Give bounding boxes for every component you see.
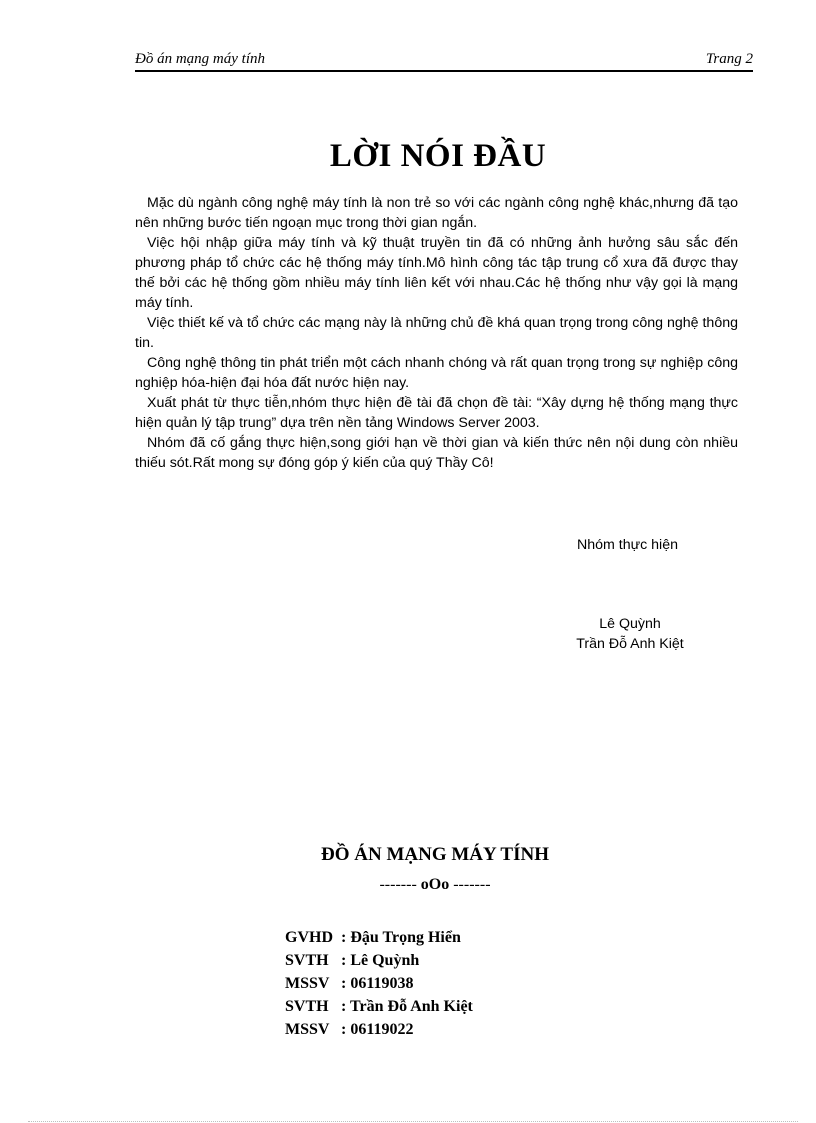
- info-value: : 06119038: [341, 975, 414, 992]
- signature-group-label: Nhóm thực hiện: [577, 537, 678, 553]
- preface-paragraph: Việc thiết kế và tổ chức các mạng này là những chủ đề khá quan trọng trong công nghệ thông tin.: [135, 315, 738, 351]
- preface-paragraph: Nhóm đã cố gắng thực hiện,song giới hạn về thời gian và kiến thức nên nội dung còn nhiều thiếu sót.Rất mong sự đóng góp ý kiến của quý Thầy Cô!: [135, 435, 738, 471]
- preface-paragraph: Mặc dù ngành công nghệ máy tính là non trẻ so với các ngành công nghệ khác,nhưng đã tạo nên những bước tiến ngoạn mục trong thời gian ngắn.: [135, 195, 738, 231]
- signature-names: [540, 614, 720, 654]
- info-value: : Đậu Trọng Hiển: [341, 929, 461, 946]
- project-info: [285, 926, 473, 1041]
- info-key: MSSV: [285, 975, 330, 992]
- divider-ornament: oOo: [420, 876, 450, 893]
- divider-dashes-left: -------: [379, 876, 417, 893]
- info-key: MSSV: [285, 1021, 330, 1038]
- info-row-advisor: [285, 926, 473, 949]
- page-bottom-rule: [28, 1121, 798, 1122]
- header-page-number: Trang 2: [705, 51, 753, 67]
- info-value: : Lê Quỳnh: [341, 952, 420, 969]
- preface-paragraph: Công nghệ thông tin phát triển một cách nhanh chóng và rất quan trọng trong sự nghiệp công nghiệp hóa-hiện đại hóa đất nước hiện nay.: [135, 355, 738, 391]
- info-key: SVTH: [285, 952, 329, 969]
- info-row-student: [285, 949, 473, 972]
- info-row-student: [285, 995, 473, 1018]
- divider-dashes-right: -------: [453, 876, 491, 893]
- signature-name: Lê Quỳnh: [599, 616, 661, 632]
- preface-paragraph: Xuất phát từ thực tiễn,nhóm thực hiện đề tài đã chọn đề tài: “Xây dựng hệ thống mạng thực hiện quản lý tập trung” dựa trên nền tảng Windows Server 2003.: [135, 395, 738, 431]
- info-value: : 06119022: [341, 1021, 414, 1038]
- preface-body: [135, 193, 738, 473]
- signature-name: Trần Đỗ Anh Kiệt: [576, 636, 684, 652]
- project-divider: [0, 874, 816, 896]
- page-header: [135, 50, 753, 72]
- header-document-title: Đồ án mạng máy tính: [135, 51, 265, 67]
- info-key: SVTH: [285, 998, 329, 1015]
- info-key: GVHD: [285, 929, 333, 946]
- info-row-student-id: [285, 972, 473, 995]
- page-title: LỜI NÓI ĐẦU: [329, 138, 547, 174]
- preface-paragraph: Việc hội nhập giữa máy tính và kỹ thuật truyền tin đã có những ảnh hưởng sâu sắc đến phương pháp tổ chức các hệ thống máy tính.Mô hình công tác tập trung cổ xưa đã được thay thế bởi các hệ thống gồm nhiều máy tính liên kết với nhau.Các hệ thống như vậy gọi là mạng máy tính.: [135, 235, 738, 311]
- info-row-student-id: [285, 1018, 473, 1041]
- project-title: ĐỒ ÁN MẠNG MÁY TÍNH: [321, 844, 549, 865]
- info-value: : Trần Đỗ Anh Kiệt: [341, 998, 473, 1015]
